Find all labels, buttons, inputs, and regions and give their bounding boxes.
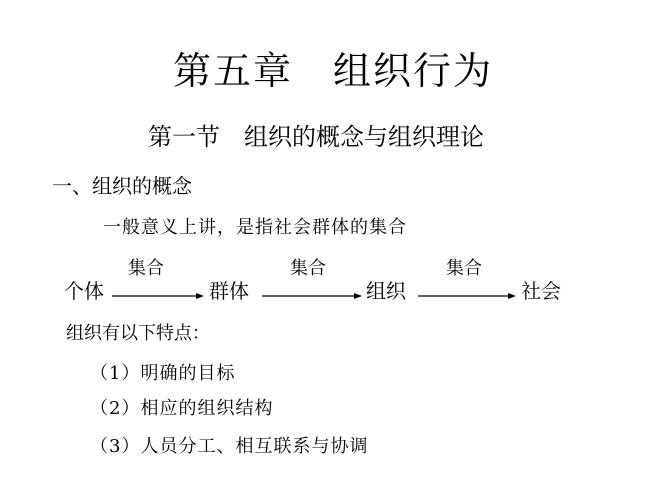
flow-term-society: 社会 xyxy=(521,279,561,303)
concept-heading: 一、组织的概念 xyxy=(52,174,192,198)
flow-arrow-label-3: 集合 xyxy=(446,258,482,279)
flow-term-individual: 个体 xyxy=(64,279,104,303)
chapter-title: 第五章 组织行为 xyxy=(173,49,494,93)
flow-term-group: 群体 xyxy=(209,279,249,303)
feature-item-structure: （2）相应的组织结构 xyxy=(90,398,274,419)
flow-arrow-1 xyxy=(112,293,204,299)
flow-term-organization: 组织 xyxy=(366,279,406,303)
concept-definition: 一般意义上讲，是指社会群体的集合 xyxy=(103,217,407,238)
feature-item-division: （3）人员分工、相互联系与协调 xyxy=(90,436,369,457)
features-title: 组织有以下特点： xyxy=(66,323,210,344)
section-title: 第一节 组织的概念与组织理论 xyxy=(148,123,484,151)
feature-item-goal: （1）明确的目标 xyxy=(90,363,236,384)
flow-arrow-3 xyxy=(418,293,516,299)
flow-arrow-2 xyxy=(262,293,362,299)
flow-arrow-label-1: 集合 xyxy=(128,258,164,279)
flow-arrow-label-2: 集合 xyxy=(290,258,326,279)
